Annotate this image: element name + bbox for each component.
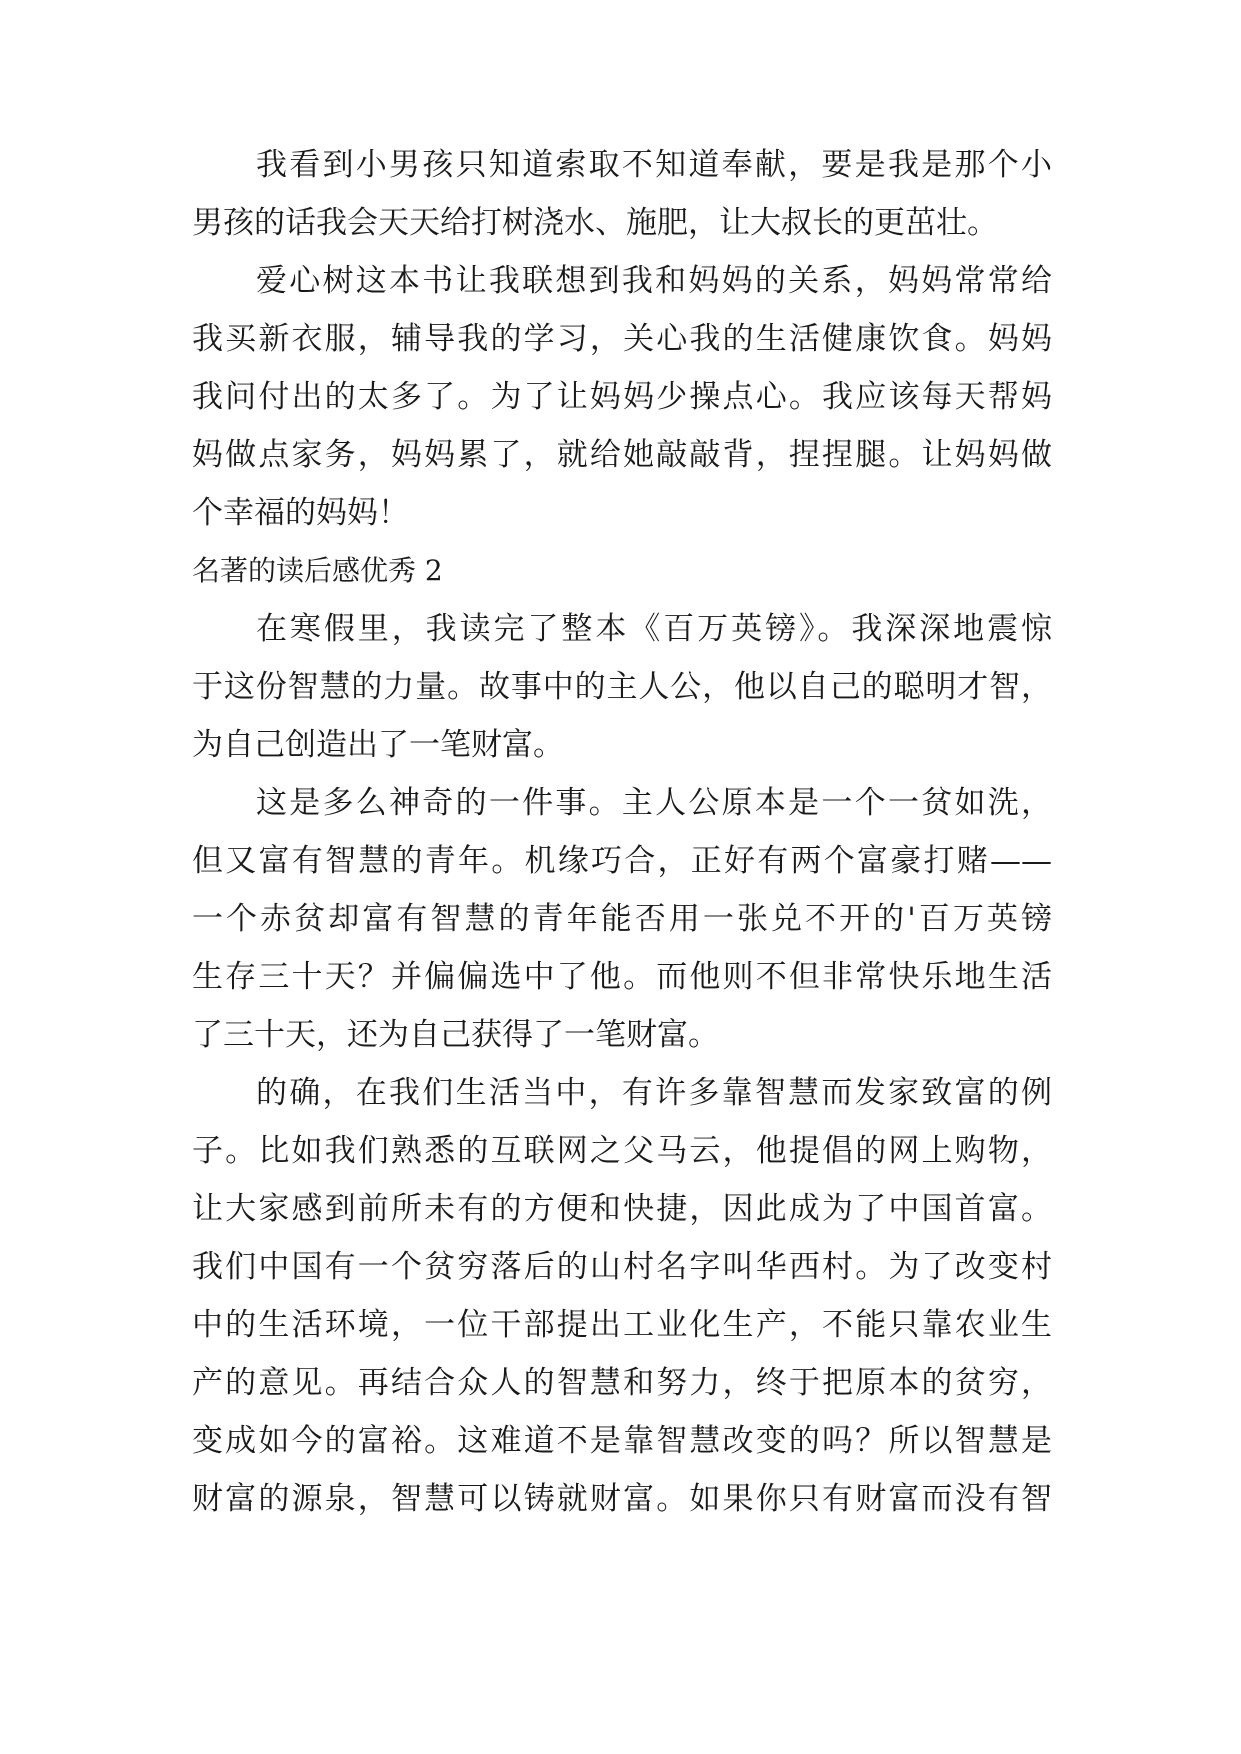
- paragraph-1-line-2: 男孩的话我会天天给打树浇水、施肥，让大叔长的更茁壮。: [192, 205, 998, 241]
- paragraph-5-line-2: 子。比如我们熟悉的互联网之父马云，他提倡的网上购物，: [192, 1133, 1052, 1169]
- paragraph-5-line-8: 财富的源泉，智慧可以铸就财富。如果你只有财富而没有智: [192, 1481, 1052, 1517]
- paragraph-3-line-1: 在寒假里，我读完了整本《百万英镑》。我深深地震惊: [256, 611, 1052, 647]
- paragraph-5-line-7: 变成如今的富裕。这难道不是靠智慧改变的吗？所以智慧是: [192, 1423, 1052, 1459]
- section-heading: 名著的读后感优秀 2: [192, 554, 443, 587]
- paragraph-3-line-2: 于这份智慧的力量。故事中的主人公，他以自己的聪明才智，: [192, 669, 1052, 705]
- paragraph-2-line-5: 个幸福的妈妈！: [192, 495, 409, 531]
- paragraph-4-line-4: 生存三十天？并偏偏选中了他。而他则不但非常快乐地生活: [192, 959, 1052, 995]
- paragraph-4-line-5: 了三十天，还为自己获得了一笔财富。: [192, 1017, 719, 1053]
- paragraph-2-line-4: 妈做点家务，妈妈累了，就给她敲敲背，捏捏腿。让妈妈做: [192, 437, 1052, 473]
- paragraph-1-line-1: 我看到小男孩只知道索取不知道奉献，要是我是那个小: [256, 147, 1052, 183]
- paragraph-3-line-3: 为自己创造出了一笔财富。: [192, 727, 564, 763]
- paragraph-2-line-3: 我问付出的太多了。为了让妈妈少操点心。我应该每天帮妈: [192, 379, 1052, 415]
- paragraph-4-line-1: 这是多么神奇的一件事。主人公原本是一个一贫如洗，: [256, 785, 1052, 821]
- paragraph-5-line-1: 的确，在我们生活当中，有许多靠智慧而发家致富的例: [256, 1075, 1052, 1111]
- paragraph-5-line-3: 让大家感到前所未有的方便和快捷，因此成为了中国首富。: [192, 1191, 1052, 1227]
- paragraph-5-line-6: 产的意见。再结合众人的智慧和努力，终于把原本的贫穷，: [192, 1365, 1052, 1401]
- paragraph-2-line-1: 爱心树这本书让我联想到我和妈妈的关系，妈妈常常给: [256, 263, 1052, 299]
- paragraph-2-line-2: 我买新衣服，辅导我的学习，关心我的生活健康饮食。妈妈: [192, 321, 1052, 357]
- paragraph-4-line-2: 但又富有智慧的青年。机缘巧合，正好有两个富豪打赌——: [192, 843, 1052, 879]
- paragraph-4-line-3: 一个赤贫却富有智慧的青年能否用一张兑不开的'百万英镑: [192, 901, 1052, 937]
- paragraph-5-line-5: 中的生活环境，一位干部提出工业化生产，不能只靠农业生: [192, 1307, 1052, 1343]
- paragraph-5-line-4: 我们中国有一个贫穷落后的山村名字叫华西村。为了改变村: [192, 1249, 1052, 1285]
